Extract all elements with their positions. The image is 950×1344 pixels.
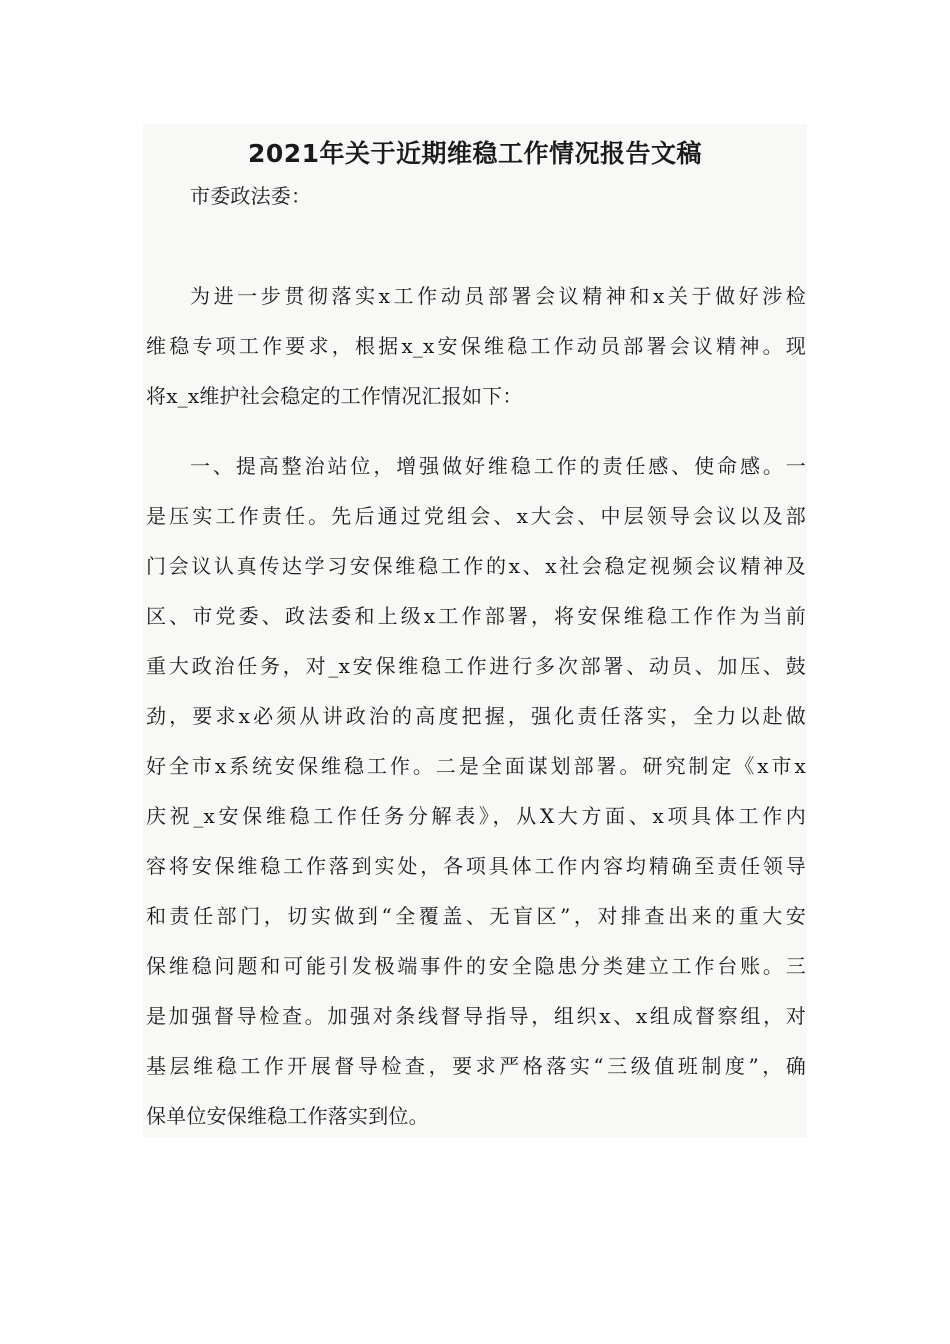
paragraph-2-line-14: 保单位安保维稳工作落实到位。 [146, 1104, 429, 1128]
paragraph-1-line-1: 为进一步贯彻落实x工作动员部署会议精神和x关于做好涉检 [190, 284, 806, 308]
paragraph-2-line-7: 好全市x系统安保维稳工作。二是全面谋划部署。研究制定《x市x [146, 754, 806, 778]
paragraph-2-line-8: 庆祝_x安保维稳工作任务分解表》，从X大方面、x项具体工作内 [146, 804, 806, 828]
paragraph-2-line-1: 一、提高整治站位，增强做好维稳工作的责任感、使命感。一 [190, 454, 806, 478]
paragraph-2-line-12: 是加强督导检查。加强对条线督导指导，组织x、x组成督察组，对 [146, 1004, 806, 1028]
paragraph-2-line-13: 基层维稳工作开展督导检查，要求严格落实“三级值班制度”，确 [146, 1054, 806, 1078]
paragraph-1-line-2: 维稳专项工作要求，根据x_x安保维稳工作动员部署会议精神。现 [146, 334, 806, 358]
paragraph-2-line-4: 区、市党委、政法委和上级x工作部署，将安保维稳工作作为当前 [146, 604, 806, 628]
document-title: 2021年关于近期维稳工作情况报告文稿 [247, 139, 703, 168]
paragraph-2-line-2: 是压实工作责任。先后通过党组会、x大会、中层领导会议以及部 [146, 504, 806, 528]
paragraph-2-line-9: 容将安保维稳工作落到实处，各项具体工作内容均精确至责任领导 [146, 854, 806, 878]
paragraph-2-line-6: 劲，要求x必须从讲政治的高度把握，强化责任落实，全力以赴做 [146, 704, 806, 728]
paragraph-2-line-5: 重大政治任务，对_x安保维稳工作进行多次部署、动员、加压、鼓 [146, 654, 806, 678]
paragraph-1-line-3: 将x_x维护社会稳定的工作情况汇报如下： [146, 384, 523, 408]
paragraph-2-line-10: 和责任部门，切实做到“全覆盖、无盲区”，对排查出来的重大安 [146, 904, 806, 928]
paragraph-2-line-3: 门会议认真传达学习安保维稳工作的x、x社会稳定视频会议精神及 [146, 554, 806, 578]
salutation: 市委政法委： [190, 184, 312, 208]
paragraph-2-line-11: 保维稳问题和可能引发极端事件的安全隐患分类建立工作台账。三 [146, 954, 806, 978]
